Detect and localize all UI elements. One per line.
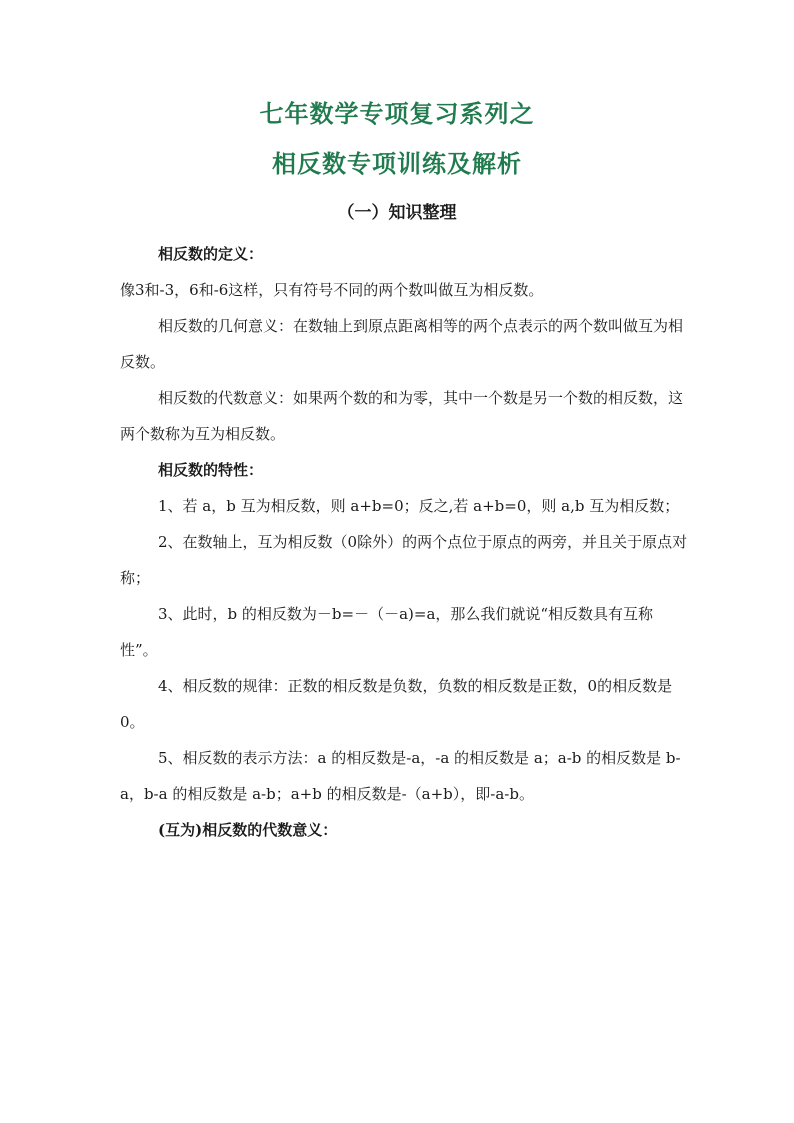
property-item-1: 1、若 a，b 互为相反数，则 a+b=0；反之,若 a+b=0，则 a,b 互为相反数； [158, 497, 680, 515]
geometric-meaning-paragraph: 相反数的几何意义：在数轴上到原点距离相等的两个点表示的两个数叫做互为相反数。 [120, 317, 684, 371]
document-body [120, 236, 690, 848]
algebraic-meaning-paragraph: 相反数的代数意义：如果两个数的和为零，其中一个数是另一个数的相反数，这两个数称为互为相反数。 [120, 389, 684, 443]
algebraic-meaning-heading: (互为)相反数的代数意义： [158, 821, 338, 839]
property-item-2: 2、在数轴上，互为相反数（0除外）的两个点位于原点的两旁，并且关于原点对称； [120, 533, 688, 587]
property-item-4: 4、相反数的规律：正数的相反数是负数，负数的相反数是正数，0的相反数是0。 [120, 677, 673, 731]
property-item-5: 5、相反数的表示方法：a 的相反数是-a，-a 的相反数是 a；a-b 的相反数是 b-a，b-a 的相反数是 a-b；a+b 的相反数是-（a+b），即-a-b。 [120, 749, 681, 803]
definition-heading: 相反数的定义： [158, 245, 264, 263]
definition-text: 像3和-3，6和-6这样，只有符号不同的两个数叫做互为相反数。 [120, 281, 544, 299]
property-item-3: 3、此时，b 的相反数为－b=－（－a)=a，那么我们就说“相反数具有互称性”。 [120, 605, 654, 659]
document-title-line-1: 七年数学专项复习系列之 [259, 99, 535, 128]
properties-heading: 相反数的特性： [158, 461, 264, 479]
document-title-line-2: 相反数专项训练及解析 [272, 149, 522, 178]
section-heading: （一）知识整理 [337, 203, 457, 223]
